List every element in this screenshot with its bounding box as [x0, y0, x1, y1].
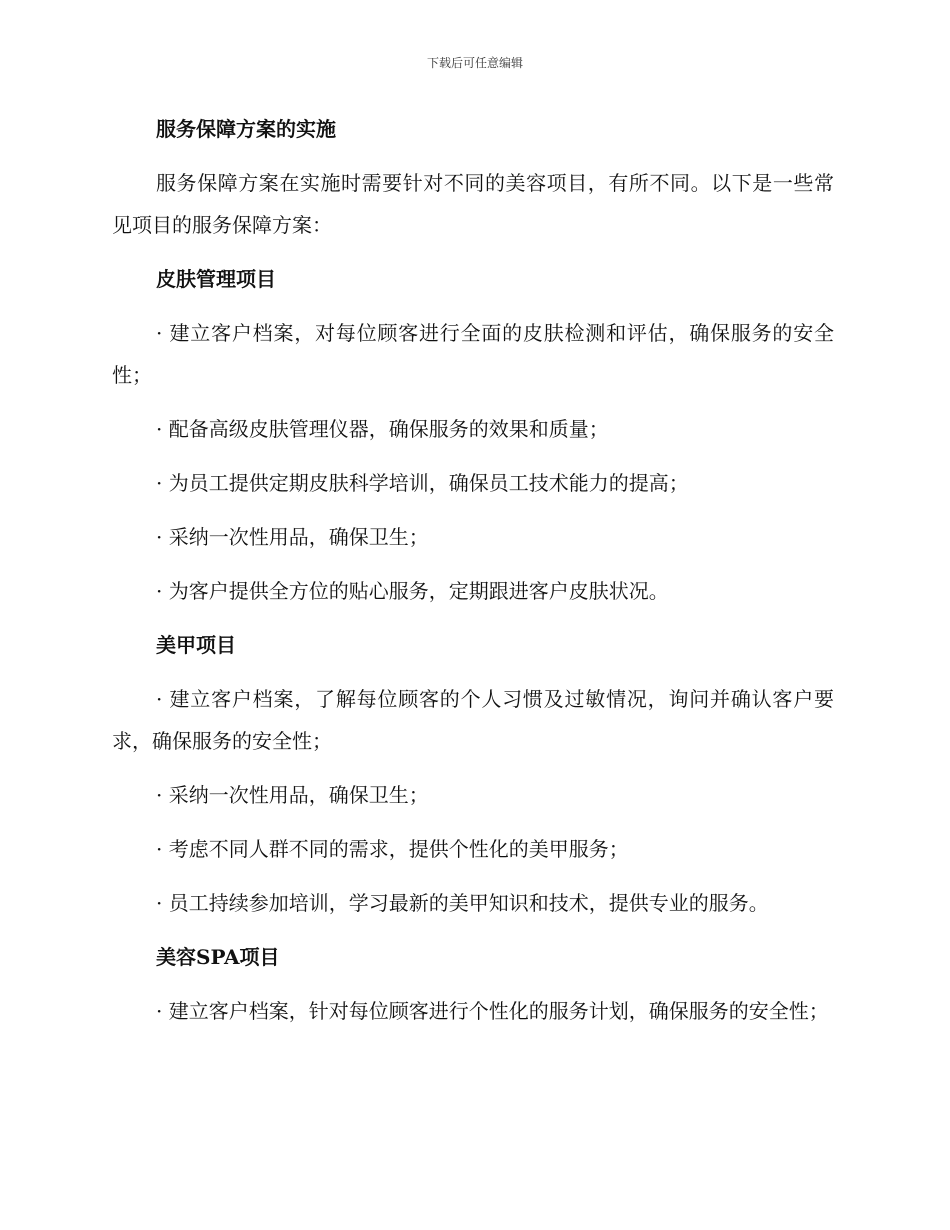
- list-item: · 为客户提供全方位的贴心服务，定期跟进客户皮肤状况。: [156, 579, 669, 603]
- document-body: [112, 108, 834, 1032]
- list-item: · 采纳一次性用品，确保卫生；: [156, 783, 429, 807]
- list-item: · 建立客户档案，对每位顾客进行全面的皮肤检测和评估，确保服务的安全性；: [112, 321, 834, 387]
- list-item: · 建立客户档案，针对每位顾客进行个性化的服务计划，确保服务的安全性；: [156, 999, 829, 1023]
- document-title: 服务保障方案的实施: [156, 117, 336, 141]
- list-item: · 配备高级皮肤管理仪器，确保服务的效果和质量；: [156, 417, 609, 441]
- list-item: · 建立客户档案，了解每位顾客的个人习惯及过敏情况，询问并确认客户要求，确保服务的安全性；: [112, 687, 834, 753]
- list-item: · 考虑不同人群不同的需求，提供个性化的美甲服务；: [156, 837, 629, 861]
- section-heading-spa: 美容SPA项目: [156, 945, 280, 969]
- intro-paragraph: 服务保障方案在实施时需要针对不同的美容项目，有所不同。以下是一些常见项目的服务保障方案：: [112, 171, 834, 237]
- list-item: · 采纳一次性用品，确保卫生；: [156, 525, 429, 549]
- page-header: 下载后可任意编辑: [426, 56, 523, 70]
- section-heading-nail: 美甲项目: [156, 633, 236, 657]
- list-item: · 员工持续参加培训，学习最新的美甲知识和技术，提供专业的服务。: [156, 891, 769, 915]
- section-heading-skin: 皮肤管理项目: [156, 267, 276, 291]
- list-item: · 为员工提供定期皮肤科学培训，确保员工技术能力的提高；: [156, 471, 689, 495]
